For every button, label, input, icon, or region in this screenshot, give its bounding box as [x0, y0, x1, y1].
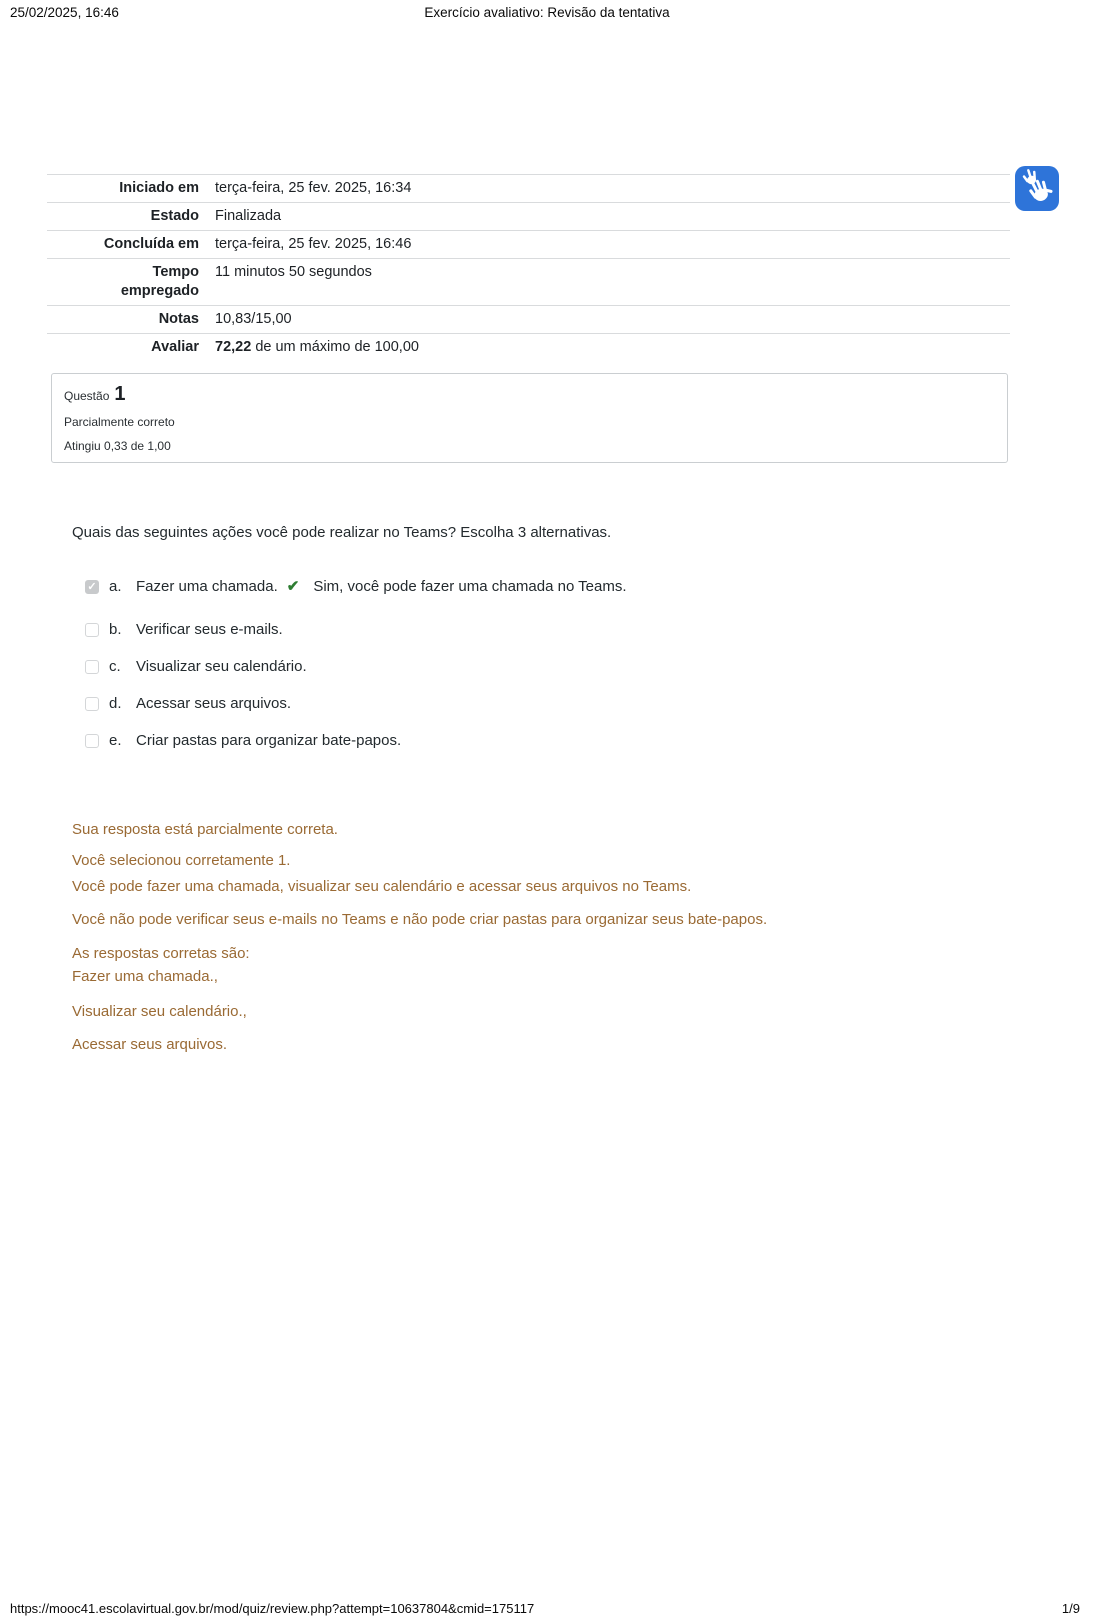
summary-value: terça-feira, 25 fev. 2025, 16:46: [215, 236, 412, 252]
summary-row-marks: [47, 305, 1010, 333]
grade-max-text: de um máximo de 100,00: [251, 339, 419, 355]
summary-label: Estado: [150, 208, 199, 224]
summary-label: Avaliar: [151, 339, 199, 355]
summary-label: Tempo empregado: [120, 264, 199, 299]
summary-row-state: [47, 202, 1010, 230]
summary-row-started: [47, 174, 1010, 202]
libras-accessibility-button[interactable]: [1015, 166, 1059, 211]
correct-check-icon: ✔: [286, 578, 300, 595]
print-page-number: 1/9: [1061, 1601, 1080, 1616]
question-info-box: [51, 373, 1008, 463]
answer-options: [85, 577, 627, 768]
option-text: Acessar seus arquivos.: [136, 695, 292, 712]
option-text: Fazer uma chamada.: [136, 578, 278, 595]
question-number: 1: [114, 383, 126, 405]
summary-value: 11 minutos 50 segundos: [215, 264, 372, 280]
print-datetime: 25/02/2025, 16:46: [10, 5, 119, 20]
summary-label: Iniciado em: [119, 180, 199, 196]
option-d-row: [85, 694, 627, 714]
feedback-line: Acessar seus arquivos.: [72, 1036, 228, 1053]
option-letter: d.: [109, 695, 122, 712]
option-e-row: [85, 731, 627, 751]
option-letter: b.: [109, 621, 122, 638]
grade-value: 72,22: [215, 339, 252, 355]
summary-row-grade: [47, 333, 1010, 361]
question-feedback: [72, 820, 1002, 1055]
feedback-line: Você pode fazer uma chamada, visualizar seu calendário e acessar seus arquivos no Teams.: [72, 878, 692, 895]
summary-value: 10,83/15,00: [215, 311, 292, 327]
summary-value: [199, 338, 1010, 357]
question-header: [64, 383, 995, 406]
option-letter: e.: [109, 732, 122, 749]
checkbox-unchecked[interactable]: [85, 623, 99, 637]
option-b-row: [85, 620, 627, 640]
feedback-line: Fazer uma chamada.,: [72, 968, 218, 985]
checkbox-checked[interactable]: ✓: [85, 580, 99, 594]
checkbox-unchecked[interactable]: [85, 660, 99, 674]
summary-label: Concluída em: [103, 236, 199, 252]
option-letter: c.: [109, 658, 121, 675]
summary-row-time-taken: [47, 258, 1010, 305]
summary-value: terça-feira, 25 fev. 2025, 16:34: [215, 180, 412, 196]
option-a-row: [85, 577, 627, 597]
handtalk-libras-icon: [1017, 166, 1057, 211]
feedback-line: Você selecionou corretamente 1.: [72, 852, 291, 869]
question-label: Questão: [64, 389, 110, 403]
feedback-line: As respostas corretas são:: [72, 945, 250, 962]
page-title: Exercício avaliativo: Revisão da tentativa: [424, 5, 670, 20]
option-text: Verificar seus e-mails.: [136, 621, 283, 638]
summary-row-completed: [47, 230, 1010, 258]
feedback-line: Visualizar seu calendário.,: [72, 1003, 247, 1020]
attempt-summary-table: [47, 174, 1010, 361]
print-source-url: https://mooc41.escolavirtual.gov.br/mod/quiz/review.php?attempt=10637804&cmid=175117: [10, 1601, 535, 1616]
option-inline-feedback: Sim, você pode fazer uma chamada no Teams.: [313, 578, 627, 595]
option-c-row: [85, 657, 627, 677]
option-text: Criar pastas para organizar bate-papos.: [136, 732, 402, 749]
question-state: Parcialmente correto: [64, 415, 175, 429]
summary-value: Finalizada: [215, 208, 282, 224]
option-letter: a.: [109, 578, 122, 595]
option-text: Visualizar seu calendário.: [136, 658, 307, 675]
question-grade: Atingiu 0,33 de 1,00: [64, 439, 171, 453]
summary-label: Notas: [158, 311, 199, 327]
checkbox-unchecked[interactable]: [85, 697, 99, 711]
question-text: Quais das seguintes ações você pode realizar no Teams? Escolha 3 alternativas.: [72, 524, 612, 541]
feedback-line: Sua resposta está parcialmente correta.: [72, 821, 338, 838]
feedback-line: Você não pode verificar seus e-mails no Teams e não pode criar pastas para organizar seus bate-papos.: [72, 911, 768, 928]
checkbox-unchecked[interactable]: [85, 734, 99, 748]
